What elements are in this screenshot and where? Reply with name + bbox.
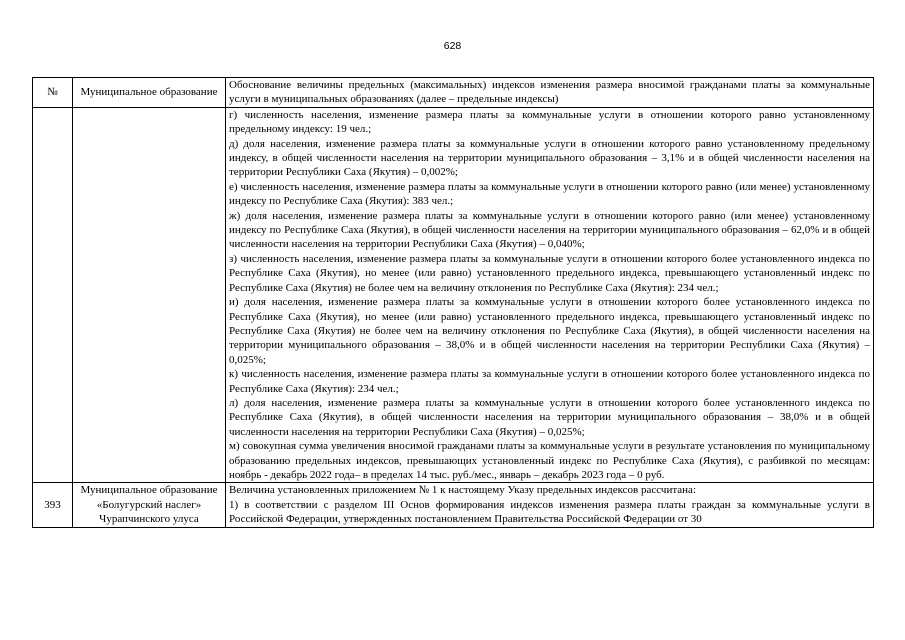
header-municipality: Муниципальное образование — [73, 78, 226, 108]
table-row-continued — [33, 107, 874, 483]
item-k: к) численность населения, изменение размера платы за коммунальные услуги в отношении которого более установленного индекса по Республике Саха (Якутия): 234 чел.; — [229, 368, 870, 395]
cell-justification-continued — [226, 107, 874, 483]
row-municipality: Муниципальное образование «Болугурский наслег» Чурапчинского улуса — [73, 483, 226, 527]
header-number: № — [33, 78, 73, 108]
page-number: 628 — [443, 40, 462, 52]
item-e: е) численность населения, изменение размера платы за коммунальные услуги в отношении которого равно (или менее) установленному индексу по Республике Саха (Якутия): 383 чел.; — [229, 180, 870, 208]
table-header-row — [33, 78, 874, 108]
cell-number-empty — [33, 107, 73, 483]
item-z: з) численность населения, изменение размера платы за коммунальные услуги в отношении которого более установленного индекса по Республике Саха (Якутия), но менее (или равно) установленного предельного индекса, превышающего установленный индекс по Республике Саха (Якутия) не более чем на величину отклонения по Республике Саха (Якутия): 234 чел.; — [229, 252, 870, 294]
header-justification: Обоснование величины предельных (максимальных) индексов изменения размера вносимой гражданами платы за коммунальные услуги в муниципальных образованиях (далее – предельные индексы) — [226, 78, 874, 108]
item-m: м) совокупная сумма увеличения вносимой гражданами платы за коммунальные услуги в результате установления по муниципальному образованию предельных индексов, превышающих установленный индекс по Республике Саха (Якутия), с разбивкой по месяцам: ноябрь - декабрь 2022 года– в пределах 14 тыс. руб./мес., январь – декабрь 2023 года – 0 руб. — [229, 440, 870, 481]
item-zh: ж) доля населения, изменение размера платы за коммунальные услуги в отношении которого равно (или менее) установленному индексу по Республике Саха (Якутия), в общей численности населения на территории муниципального образования – 62,0% и в общей численности населения на территории Республики Саха (Якутия) – 0,040%; — [229, 209, 870, 251]
row-intro: Величина установленных приложением № 1 к настоящему Указу предельных индексов рассчитана: — [229, 484, 696, 497]
row-item-1: 1) в соответствии с разделом III Основ формирования индексов изменения размера платы граждан за коммунальные услуги в Российской Федерации, утвержденных постановлением Правительства Российской Федерации от 30 — [229, 498, 870, 526]
item-d: д) доля населения, изменение размера платы за коммунальные услуги в отношении которого равно установленному предельному индексу, в общей численности населения на территории муниципального образования – 3,1% и в общей численности населения на территории Республики Саха (Якутия) – 0,002%; — [229, 137, 870, 179]
row-number: 393 — [33, 483, 73, 527]
item-l: л) доля населения, изменение размера платы за коммунальные услуги в отношении которого более установленного индекса по Республике Саха (Якутия), в общей численности населения на территории муниципального образования – 38,0% и в общей численности населения на территории Республики Саха (Якутия) – 0,025%; — [229, 396, 870, 438]
table-row-393 — [33, 483, 874, 527]
item-i: и) доля населения, изменение размера платы за коммунальные услуги в отношении которого более установленного индекса по Республике Саха (Якутия), но менее (или равно) установленного предельного индекса, превышающего установленный индекс по Республике Саха (Якутия) не более чем на величину отклонения по Республике Саха (Якутия), в общей численности населения на территории муниципального образования – 38,0% и в общей численности населения на территории Республики Саха (Якутия) – 0,025%; — [229, 296, 870, 366]
row-justification — [226, 483, 874, 527]
item-g: г) численность населения, изменение размера платы за коммунальные услуги в отношении которого равно установленному предельному индексу: 19 чел.; — [229, 108, 870, 136]
cell-municipality-empty — [73, 107, 226, 483]
indices-table — [32, 77, 874, 528]
